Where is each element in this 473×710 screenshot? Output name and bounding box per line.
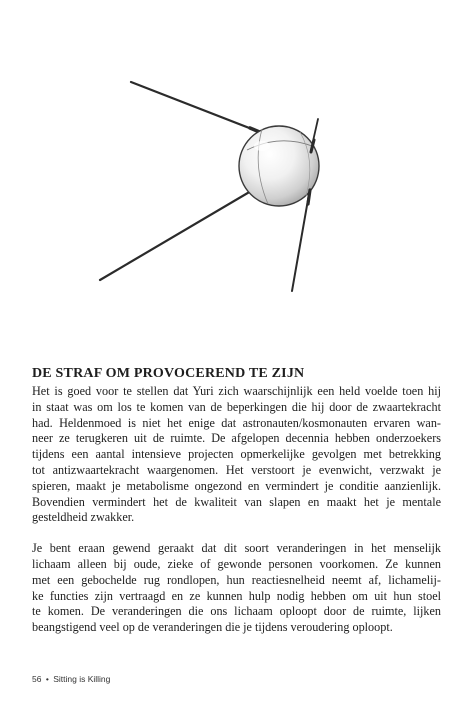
antenna-lower-right <box>292 190 310 291</box>
text-line: ke functies zijn vertraagd en ze kunnen hulp nodig hebben om uit hun stoel <box>32 588 441 603</box>
text-line: met een gebochelde rug rondlopen, hun reactiesnelheid neemt af, lichamelij- <box>32 572 441 587</box>
text-line: beangstigend veel op de veranderingen die je tijdens veroudering oploopt. <box>32 620 393 635</box>
section-heading: DE STRAF OM PROVOCEREND TE ZIJN <box>32 366 305 381</box>
text-line: in staat was om los te komen van de beperkingen die hij door de zwaartekracht <box>32 399 441 414</box>
book-title: Sitting is Killing <box>53 674 111 684</box>
text-line: tijdens een aantal intensieve projecten opmerkelijke gevolgen met betrekking <box>32 447 441 462</box>
text-line: Je bent eraan gewend geraakt dat dit soort veranderingen in het menselijk <box>32 541 441 556</box>
text-line: tot antizwaartekracht waargenomen. Het verstoort je evenwicht, verzwakt je <box>32 462 441 477</box>
text-line: spieren, maakt je metabolisme ongezond en vermindert je conditie aanzienlijk. <box>32 478 441 493</box>
text-line: gesteldheid zwakker. <box>32 510 135 525</box>
text-line: Bovendien vermindert het de kwaliteit van slapen en maakt het je mentale <box>32 494 441 509</box>
text-line: te komen. De veranderingen die ons lichaam oploopt door de ruimte, lijken <box>32 604 441 619</box>
text-line: Het is goed voor te stellen dat Yuri zich waarschijnlijk een held voelde toen hij <box>32 384 441 398</box>
bullet-separator: • <box>45 674 49 684</box>
page-number: 56 <box>32 674 42 684</box>
body-text <box>32 384 441 636</box>
satellite-sphere <box>239 126 319 206</box>
text-line: lichaam alleen bij oude, zieke of gewonde personen voorkomen. Ze kunnen <box>32 556 441 571</box>
antenna-upper-left <box>131 82 262 133</box>
antenna-lower-left <box>100 178 272 280</box>
page-footer <box>32 674 110 684</box>
paragraph-1 <box>32 384 441 526</box>
text-line: had. Heldenmoed is niet het enige dat astronauten/kosmonauten ervaren wan- <box>32 415 441 430</box>
text-line: neer ze terugkeren uit de ruimte. De afgelopen decennia hebben onderzoekers <box>32 431 441 446</box>
paragraph-2 <box>32 541 441 636</box>
sputnik-satellite-illustration <box>0 0 473 340</box>
